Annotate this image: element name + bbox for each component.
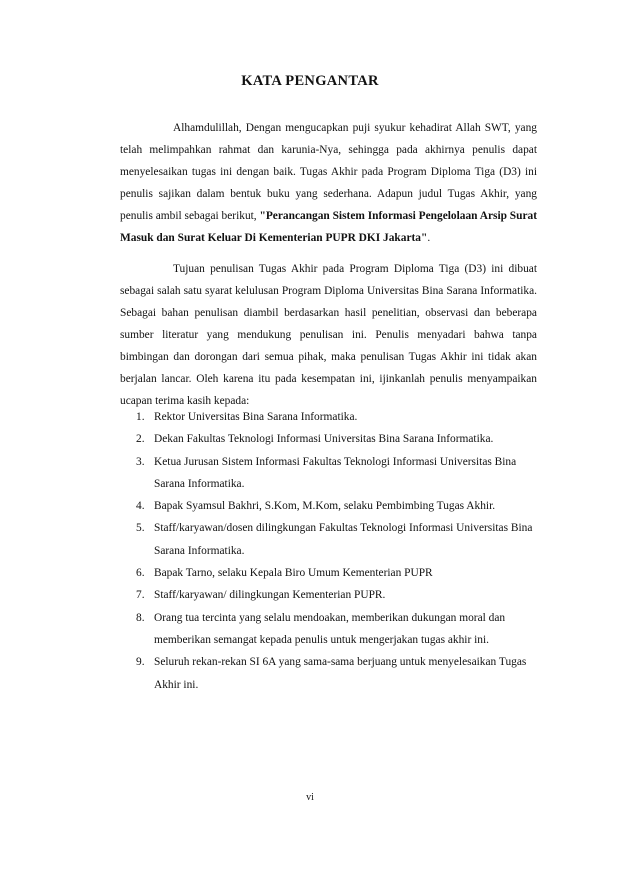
list-item — [120, 406, 545, 428]
list-item — [120, 495, 545, 517]
list-item-text: Dekan Fakultas Teknologi Informasi Universitas Bina Sarana Informatika. — [154, 433, 494, 446]
page-title: KATA PENGANTAR — [241, 73, 379, 89]
thanks-list — [120, 406, 545, 696]
list-item-number: 5. — [136, 522, 145, 535]
list-item — [120, 517, 545, 562]
list-item-text: Staff/karyawan/dosen dilingkungan Fakultas Teknologi Informasi Universitas Bina Sarana Informatika. — [154, 522, 533, 557]
list-item-text: Seluruh rekan-rekan SI 6A yang sama-sama berjuang untuk menyelesaikan Tugas Akhir ini. — [154, 656, 527, 691]
paragraph-purpose-text: Tujuan penulisan Tugas Akhir pada Program Diploma Tiga (D3) ini dibuat sebagai salah satu syarat kelulusan Program Diploma Universitas Bina Sarana Informatika. Sebagai bahan penulisan diambil berdasarkan hasil penelitian, observasi dan beberapa sumber literatur yang mendukung penulisan ini. Penulis menyadari bahwa tanpa bimbingan dan dorongan dari semua pihak, maka penulisan Tugas Akhir ini tidak akan berjalan lancar. Oleh karena itu pada kesempatan ini, ijinkanlah penulis menyampaikan ucapan terima kasih kepada: — [120, 263, 537, 407]
paragraph-purpose — [120, 258, 537, 412]
list-item-number: 1. — [136, 411, 145, 423]
page-number: vi — [306, 792, 314, 803]
thesis-title: "Perancangan Sistem Informasi Pengelolaan Arsip Surat Masuk dan Surat Keluar Di Kementerian PUPR DKI Jakarta" — [120, 210, 538, 244]
list-item-text: Bapak Syamsul Bakhri, S.Kom, M.Kom, selaku Pembimbing Tugas Akhir. — [154, 500, 496, 513]
paragraph-opening-text: Alhamdulillah, Dengan mengucapkan puji syukur kehadirat Allah SWT, yang telah melimpahkan rahmat dan karunia-Nya, sehingga pada akhirnya penulis dapat menyelesaikan tugas ini dengan baik. Tugas Akhir pada Program Diploma Tiga (D3) ini penulis sajikan dalam bentuk buku yang sederhana. Adapun judul Tugas Akhir, yang penulis ambil sebagai berikut, — [120, 122, 537, 222]
list-item-number: 3. — [136, 455, 145, 468]
list-item-text: Orang tua tercinta yang selalu mendoakan, memberikan dukungan moral dan memberikan semangat kepada penulis untuk mengerjakan tugas akhir ini. — [154, 611, 506, 646]
list-item — [120, 428, 545, 450]
list-item — [120, 584, 545, 606]
list-item — [120, 607, 545, 652]
list-item-text: Ketua Jurusan Sistem Informasi Fakultas Teknologi Informasi Universitas Bina Sarana Informatika. — [154, 455, 517, 490]
list-item-number: 6. — [136, 567, 145, 580]
list-item-number: 2. — [136, 433, 145, 446]
list-item-number: 7. — [136, 589, 145, 602]
paragraph-opening — [120, 117, 537, 249]
list-item — [120, 562, 545, 584]
list-item — [120, 651, 545, 696]
list-item-text: Staff/karyawan/ dilingkungan Kementerian PUPR. — [154, 589, 386, 602]
list-item-text: Bapak Tarno, selaku Kepala Biro Umum Kementerian PUPR — [154, 567, 433, 580]
paragraph-opening-end: . — [427, 232, 431, 244]
list-item-number: 4. — [136, 500, 145, 513]
list-item-text: Rektor Universitas Bina Sarana Informatika. — [154, 411, 358, 423]
list-item-number: 8. — [136, 611, 145, 624]
list-item-number: 9. — [136, 656, 145, 669]
list-item — [120, 451, 545, 496]
